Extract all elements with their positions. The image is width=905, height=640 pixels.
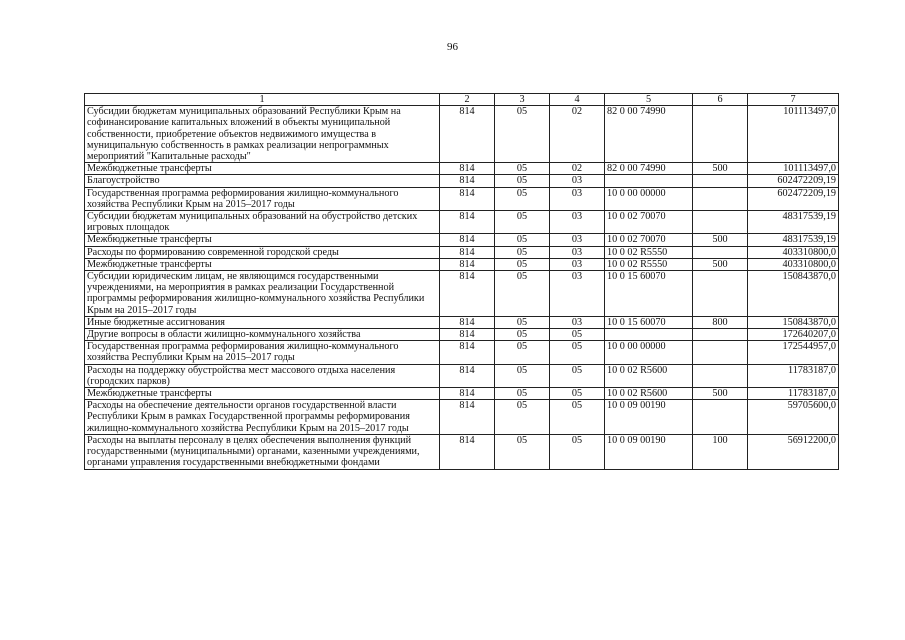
cell-subsection: 03 xyxy=(550,316,605,328)
table-row xyxy=(85,246,839,258)
cell-target-article: 10 0 02 R5550 xyxy=(605,258,693,270)
cell-section: 05 xyxy=(495,341,550,364)
cell-grbs: 814 xyxy=(440,341,495,364)
cell-section: 05 xyxy=(495,329,550,341)
cell-expense-type xyxy=(693,341,748,364)
cell-target-article: 10 0 00 00000 xyxy=(605,341,693,364)
cell-name: Расходы на поддержку обустройства мест массового отдыха населения (городских парков) xyxy=(85,364,440,387)
header-row xyxy=(85,94,839,106)
cell-name: Расходы на обеспечение деятельности органов государственной власти Республики Крым в рамках Государственной программы реформирования жилищно-коммунального хозяйства Республики Крым на 2015–2017 годы xyxy=(85,400,440,435)
table-row xyxy=(85,388,839,400)
cell-expense-type xyxy=(693,329,748,341)
cell-expense-type xyxy=(693,106,748,163)
table-row xyxy=(85,400,839,435)
cell-target-article: 10 0 00 00000 xyxy=(605,187,693,210)
cell-amount: 150843870,0 xyxy=(748,316,839,328)
cell-subsection: 03 xyxy=(550,271,605,317)
cell-name: Межбюджетные трансферты xyxy=(85,163,440,175)
cell-name: Благоустройство xyxy=(85,175,440,187)
cell-target-article: 10 0 02 70070 xyxy=(605,211,693,234)
cell-target-article: 82 0 00 74990 xyxy=(605,163,693,175)
cell-subsection: 03 xyxy=(550,246,605,258)
cell-subsection: 05 xyxy=(550,329,605,341)
cell-subsection: 03 xyxy=(550,175,605,187)
header-col-3: 3 xyxy=(495,94,550,106)
cell-name: Межбюджетные трансферты xyxy=(85,234,440,246)
cell-subsection: 03 xyxy=(550,234,605,246)
header-col-5: 5 xyxy=(605,94,693,106)
table-row xyxy=(85,258,839,270)
cell-expense-type xyxy=(693,364,748,387)
cell-expense-type xyxy=(693,175,748,187)
cell-subsection: 05 xyxy=(550,388,605,400)
cell-subsection: 02 xyxy=(550,163,605,175)
cell-grbs: 814 xyxy=(440,234,495,246)
cell-section: 05 xyxy=(495,271,550,317)
page-number: 96 xyxy=(447,41,458,53)
cell-section: 05 xyxy=(495,246,550,258)
cell-expense-type: 500 xyxy=(693,258,748,270)
cell-grbs: 814 xyxy=(440,434,495,469)
cell-amount: 48317539,19 xyxy=(748,211,839,234)
cell-target-article: 10 0 02 R5550 xyxy=(605,246,693,258)
cell-expense-type xyxy=(693,400,748,435)
cell-amount: 172640207,0 xyxy=(748,329,839,341)
cell-grbs: 814 xyxy=(440,258,495,270)
cell-grbs: 814 xyxy=(440,364,495,387)
cell-name: Субсидии бюджетам муниципальных образований Республики Крым на софинансирование капитальных вложений в объекты муниципальной собственности, приобретение объектов недвижимого имущества в муниципальную собственность в рамках реализации непрограммных мероприятий "Капитальные расходы" xyxy=(85,106,440,163)
cell-section: 05 xyxy=(495,187,550,210)
cell-amount: 11783187,0 xyxy=(748,364,839,387)
cell-grbs: 814 xyxy=(440,211,495,234)
table-row xyxy=(85,271,839,317)
cell-section: 05 xyxy=(495,175,550,187)
cell-target-article: 10 0 09 00190 xyxy=(605,434,693,469)
cell-name: Иные бюджетные ассигнования xyxy=(85,316,440,328)
cell-target-article: 10 0 02 R5600 xyxy=(605,364,693,387)
cell-target-article: 10 0 02 R5600 xyxy=(605,388,693,400)
cell-target-article: 82 0 00 74990 xyxy=(605,106,693,163)
cell-section: 05 xyxy=(495,211,550,234)
cell-grbs: 814 xyxy=(440,388,495,400)
cell-grbs: 814 xyxy=(440,400,495,435)
cell-subsection: 03 xyxy=(550,187,605,210)
table-body xyxy=(85,106,839,469)
table-row xyxy=(85,329,839,341)
cell-amount: 172544957,0 xyxy=(748,341,839,364)
header-col-4: 4 xyxy=(550,94,605,106)
cell-amount: 602472209,19 xyxy=(748,187,839,210)
cell-target-article: 10 0 15 60070 xyxy=(605,271,693,317)
cell-subsection: 05 xyxy=(550,341,605,364)
header-col-7: 7 xyxy=(748,94,839,106)
header-col-6: 6 xyxy=(693,94,748,106)
cell-grbs: 814 xyxy=(440,106,495,163)
cell-grbs: 814 xyxy=(440,329,495,341)
table-row xyxy=(85,163,839,175)
cell-amount: 403310800,0 xyxy=(748,246,839,258)
cell-target-article: 10 0 02 70070 xyxy=(605,234,693,246)
cell-section: 05 xyxy=(495,400,550,435)
cell-grbs: 814 xyxy=(440,187,495,210)
cell-subsection: 03 xyxy=(550,258,605,270)
cell-name: Межбюджетные трансферты xyxy=(85,388,440,400)
table-row xyxy=(85,106,839,163)
cell-expense-type xyxy=(693,187,748,210)
cell-name: Государственная программа реформирования жилищно-коммунального хозяйства Республики Крым на 2015–2017 годы xyxy=(85,187,440,210)
cell-name: Межбюджетные трансферты xyxy=(85,258,440,270)
cell-amount: 11783187,0 xyxy=(748,388,839,400)
cell-amount: 59705600,0 xyxy=(748,400,839,435)
cell-expense-type: 500 xyxy=(693,234,748,246)
cell-target-article: 10 0 09 00190 xyxy=(605,400,693,435)
cell-section: 05 xyxy=(495,234,550,246)
header-col-2: 2 xyxy=(440,94,495,106)
cell-section: 05 xyxy=(495,434,550,469)
cell-grbs: 814 xyxy=(440,246,495,258)
header-col-1: 1 xyxy=(85,94,440,106)
cell-grbs: 814 xyxy=(440,271,495,317)
cell-expense-type xyxy=(693,246,748,258)
cell-expense-type: 800 xyxy=(693,316,748,328)
table-row xyxy=(85,187,839,210)
table-row xyxy=(85,364,839,387)
cell-expense-type xyxy=(693,211,748,234)
cell-target-article xyxy=(605,329,693,341)
cell-subsection: 03 xyxy=(550,211,605,234)
cell-expense-type: 500 xyxy=(693,388,748,400)
cell-section: 05 xyxy=(495,388,550,400)
cell-amount: 403310800,0 xyxy=(748,258,839,270)
cell-expense-type: 500 xyxy=(693,163,748,175)
cell-expense-type: 100 xyxy=(693,434,748,469)
cell-amount: 602472209,19 xyxy=(748,175,839,187)
cell-grbs: 814 xyxy=(440,316,495,328)
cell-grbs: 814 xyxy=(440,163,495,175)
cell-subsection: 05 xyxy=(550,400,605,435)
cell-name: Субсидии юридическим лицам, не являющимся государственными учреждениями, на мероприятия в рамках реализации Государственной программы реформирования жилищно-коммунального хозяйства Республики Крым на 2015–2017 годы xyxy=(85,271,440,317)
budget-table xyxy=(84,93,839,470)
cell-grbs: 814 xyxy=(440,175,495,187)
table-row xyxy=(85,341,839,364)
cell-target-article xyxy=(605,175,693,187)
cell-amount: 101113497,0 xyxy=(748,106,839,163)
cell-section: 05 xyxy=(495,163,550,175)
cell-name: Субсидии бюджетам муниципальных образований на обустройство детских игровых площадок xyxy=(85,211,440,234)
table-row xyxy=(85,175,839,187)
cell-section: 05 xyxy=(495,106,550,163)
cell-amount: 101113497,0 xyxy=(748,163,839,175)
table-row xyxy=(85,434,839,469)
cell-subsection: 02 xyxy=(550,106,605,163)
cell-amount: 48317539,19 xyxy=(748,234,839,246)
cell-expense-type xyxy=(693,271,748,317)
cell-name: Другие вопросы в области жилищно-коммунального хозяйства xyxy=(85,329,440,341)
table-row xyxy=(85,316,839,328)
cell-name: Расходы на выплаты персоналу в целях обеспечения выполнения функций государственными (муниципальными) органами, казенными учреждениями, органами управления государственными внебюджетными фондами xyxy=(85,434,440,469)
cell-subsection: 05 xyxy=(550,364,605,387)
cell-amount: 56912200,0 xyxy=(748,434,839,469)
table-row xyxy=(85,234,839,246)
cell-target-article: 10 0 15 60070 xyxy=(605,316,693,328)
cell-section: 05 xyxy=(495,258,550,270)
cell-name: Государственная программа реформирования жилищно-коммунального хозяйства Республики Крым на 2015–2017 годы xyxy=(85,341,440,364)
cell-name: Расходы по формированию современной городской среды xyxy=(85,246,440,258)
cell-section: 05 xyxy=(495,364,550,387)
cell-subsection: 05 xyxy=(550,434,605,469)
cell-section: 05 xyxy=(495,316,550,328)
table-row xyxy=(85,211,839,234)
cell-amount: 150843870,0 xyxy=(748,271,839,317)
